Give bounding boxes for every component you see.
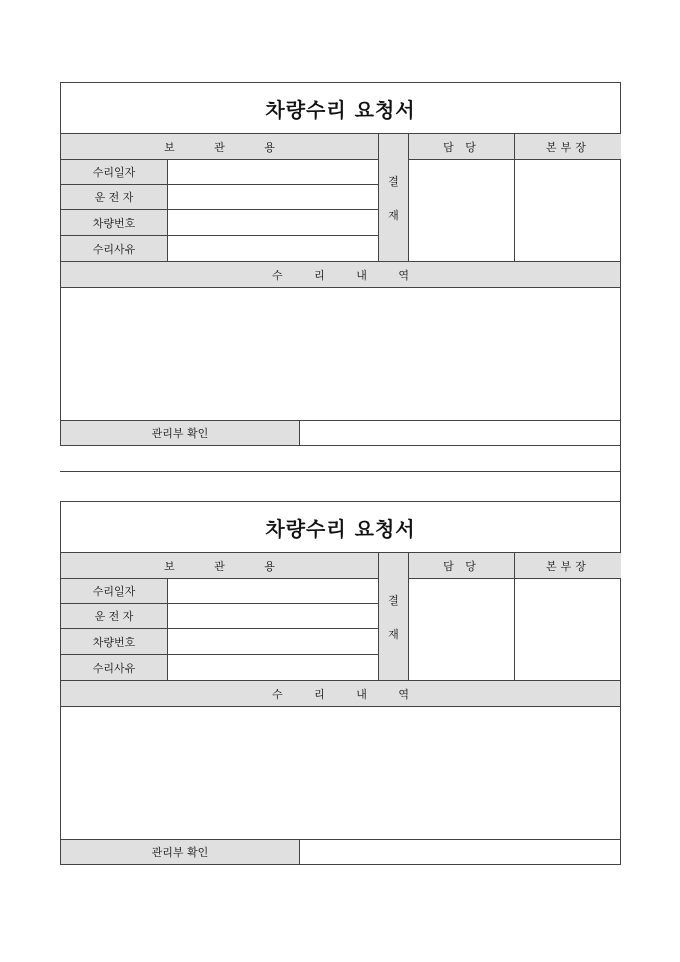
repair-details-header: 수 리 내 역 — [61, 262, 620, 288]
approver-sign-manager[interactable] — [409, 579, 515, 680]
repair-details-area[interactable] — [61, 288, 620, 421]
form-title: 차량수리 요청서 — [61, 83, 620, 134]
confirm-label: 관리부 확인 — [61, 840, 300, 864]
confirm-row — [61, 840, 620, 864]
repair-details-area[interactable] — [61, 707, 620, 840]
field-label-repair-reason: 수리사유 — [61, 236, 168, 261]
approver-header-manager: 담 당 — [409, 553, 515, 579]
confirm-value[interactable] — [300, 421, 620, 445]
approver-header-manager: 담 당 — [409, 134, 515, 160]
approver-sign-director[interactable] — [515, 160, 621, 261]
field-value-driver[interactable] — [168, 185, 379, 210]
field-label-driver: 운 전 자 — [61, 604, 168, 629]
field-value-repair-date[interactable] — [168, 160, 379, 185]
approver-header-director: 본부장 — [515, 553, 621, 579]
field-value-vehicle-number[interactable] — [168, 210, 379, 236]
field-value-repair-reason[interactable] — [168, 655, 379, 680]
confirm-label: 관리부 확인 — [61, 421, 300, 445]
storage-label: 보 관 용 — [61, 134, 379, 160]
separator-line-1 — [60, 471, 621, 472]
approver-sign-director[interactable] — [515, 579, 621, 680]
field-value-repair-date[interactable] — [168, 579, 379, 604]
info-block — [61, 553, 620, 681]
field-label-vehicle-number: 차량번호 — [61, 210, 168, 236]
approver-header-director: 본부장 — [515, 134, 621, 160]
confirm-row — [61, 421, 620, 445]
field-label-repair-date: 수리일자 — [61, 579, 168, 604]
repair-request-form-2 — [60, 501, 621, 865]
field-value-driver[interactable] — [168, 604, 379, 629]
form-title: 차량수리 요청서 — [61, 502, 620, 553]
approval-label — [379, 553, 409, 680]
confirm-value[interactable] — [300, 840, 620, 864]
approver-sign-manager[interactable] — [409, 160, 515, 261]
field-label-vehicle-number: 차량번호 — [61, 629, 168, 655]
approval-label-bottom: 재 — [388, 208, 399, 222]
field-value-vehicle-number[interactable] — [168, 629, 379, 655]
field-label-repair-date: 수리일자 — [61, 160, 168, 185]
approval-label — [379, 134, 409, 261]
approval-label-top: 결 — [388, 174, 399, 188]
storage-label: 보 관 용 — [61, 553, 379, 579]
field-value-repair-reason[interactable] — [168, 236, 379, 261]
field-label-repair-reason: 수리사유 — [61, 655, 168, 680]
approval-label-bottom: 재 — [388, 627, 399, 641]
repair-details-header: 수 리 내 역 — [61, 681, 620, 707]
field-label-driver: 운 전 자 — [61, 185, 168, 210]
repair-request-form-1 — [60, 82, 621, 446]
separator-right-edge — [620, 443, 621, 501]
info-block — [61, 134, 620, 262]
approval-label-top: 결 — [388, 593, 399, 607]
